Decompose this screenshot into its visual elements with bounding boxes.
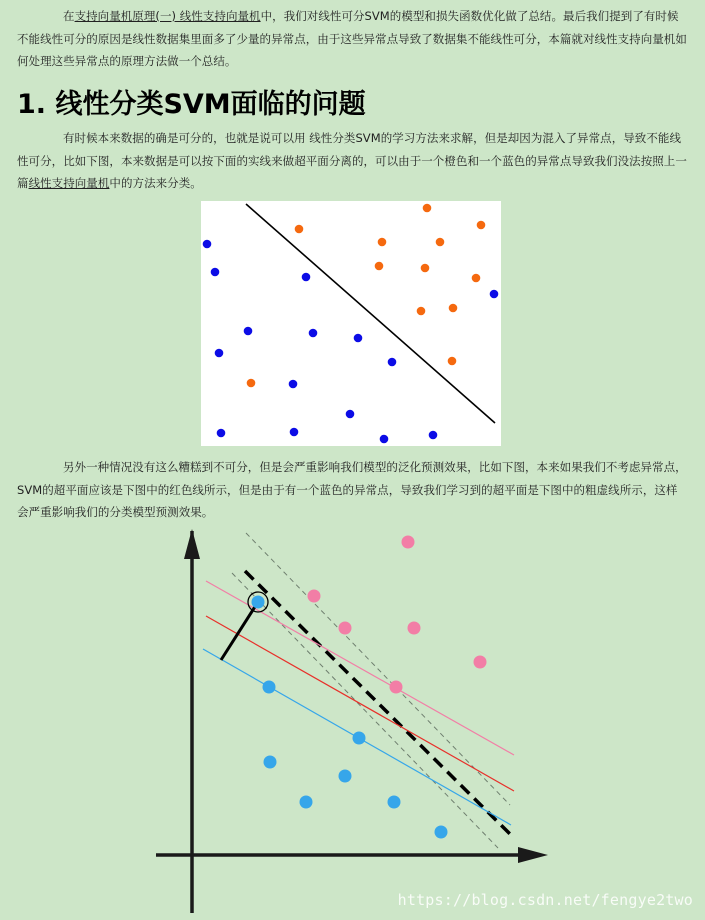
orange-point — [378, 238, 387, 247]
blue-point — [211, 268, 220, 277]
margin-dashed-line — [232, 573, 498, 848]
figure-hyperplane-shift — [140, 523, 560, 916]
lightblue-point — [388, 796, 401, 809]
fig2-lines — [203, 533, 514, 848]
orange-point — [421, 264, 430, 273]
lightblue-point — [263, 681, 276, 694]
pink-point — [402, 536, 415, 549]
blue-point — [244, 327, 253, 336]
pink-margin-line — [206, 581, 514, 755]
orange-point — [472, 274, 481, 283]
margin-dashed-line — [246, 533, 510, 805]
orange-point — [436, 238, 445, 247]
paragraph-generalization — [17, 456, 689, 524]
lightblue-point — [300, 796, 313, 809]
blue-point — [302, 273, 311, 282]
fig2-points — [248, 536, 487, 839]
blue-point — [289, 380, 298, 389]
y-axis-arrowhead — [184, 529, 200, 559]
pink-point — [390, 681, 403, 694]
lightblue-point — [435, 826, 448, 839]
lightblue-point — [339, 770, 352, 783]
blue-point — [388, 358, 397, 367]
blue-point — [429, 431, 438, 440]
watermark: https://blog.csdn.net/fengye2two — [397, 891, 693, 909]
orange-point — [417, 307, 426, 316]
blue-point — [217, 429, 226, 438]
figure-non-separable — [201, 201, 501, 446]
intro-pre: 在 — [63, 9, 75, 23]
para1-pre: 有时候本来数据的确是可分的，也就是说可以用 线性分类SVM的学习方法来求解，但是却因为混入了异常点，导致不能线性可分，比如下图，本来数据是可以按下面的实线来做超平面分离的，可以由于一个橙色和一个蓝色的异常点导致我们没法按照上一篇 — [17, 131, 687, 190]
pink-point — [308, 590, 321, 603]
figure-non-separable-svg — [201, 201, 501, 446]
orange-point — [247, 379, 256, 388]
blue-point — [290, 428, 299, 437]
orange-point — [295, 225, 304, 234]
learned-hyperplane — [245, 571, 511, 835]
lightblue-point — [353, 732, 366, 745]
lightblue-point — [252, 596, 265, 609]
blue-point — [490, 290, 499, 299]
section-heading: 1. 线性分类SVM面临的问题 — [17, 89, 366, 120]
orange-point — [423, 204, 432, 213]
blue-point — [346, 410, 355, 419]
orange-point — [449, 304, 458, 313]
orange-point — [375, 262, 384, 271]
separator-line — [246, 204, 495, 423]
blue-point — [215, 349, 224, 358]
link-svm-part1[interactable]: 支持向量机原理(一) 线性支持向量机 — [74, 9, 261, 23]
pink-point — [474, 656, 487, 669]
para2-text: 另外一种情况没有这么糟糕到不可分，但是会严重影响我们模型的泛化预测效果，比如下图，本来如果我们不考虑异常点，SVM的超平面应该是下图中的红色线所示，但是由于有一个蓝色的异常点，导致我们学习到的超平面是下图中的粗虚线所示，这样会严重影响我们的分类模型预测效果。 — [17, 460, 687, 519]
figure-hyperplane-svg — [140, 523, 560, 916]
para1-post: 中的方法来分类。 — [109, 176, 202, 190]
pink-point — [408, 622, 421, 635]
orange-point — [477, 221, 486, 230]
pink-point — [339, 622, 352, 635]
blue-point — [203, 240, 212, 249]
lightblue-point — [264, 756, 277, 769]
blue-point — [380, 435, 389, 444]
blue-point — [354, 334, 363, 343]
intro-paragraph — [17, 5, 689, 73]
link-linear-svm[interactable]: 线性支持向量机 — [28, 176, 110, 190]
red-hyperplane-line — [206, 616, 514, 791]
orange-point — [448, 357, 457, 366]
paragraph-outliers — [17, 127, 689, 195]
blue-point — [309, 329, 318, 338]
x-axis-arrowhead — [518, 847, 548, 863]
intro-post: 中，我们对线性可分SVM的模型和损失函数优化做了总结。最后我们提到了有时候不能线性可分的原因是线性数据集里面多了少量的异常点，由于这些异常点导致了数据集不能线性可分，本篇就对线性支持向量机如何处理这些异常点的原理方法做一个总结。 — [17, 9, 687, 68]
